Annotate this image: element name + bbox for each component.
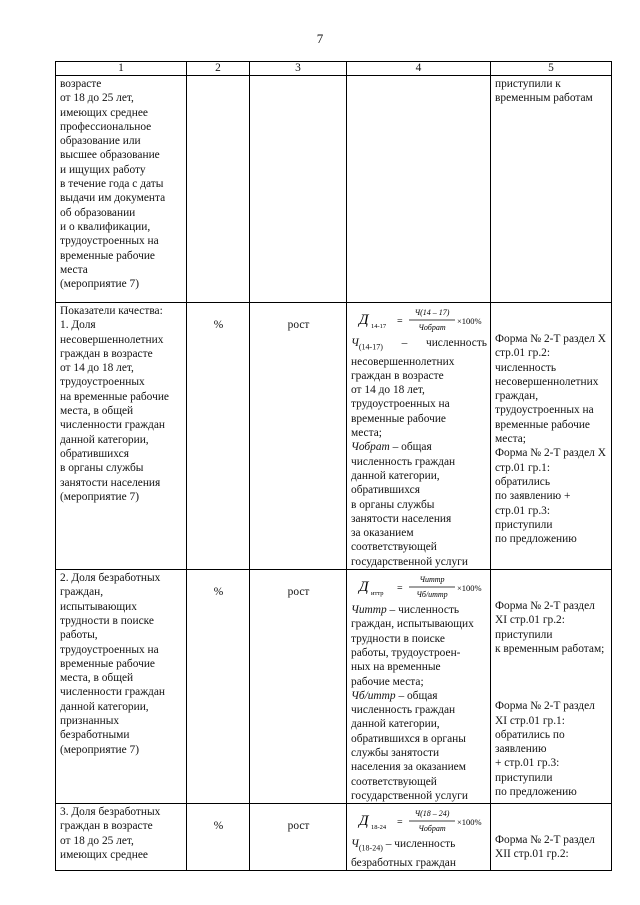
formula (357, 572, 487, 602)
text-line: занятости населения (351, 512, 452, 525)
text-line: и ищущих работу (60, 163, 146, 176)
unit-cell: % (187, 804, 250, 871)
formula (357, 305, 487, 335)
formula-lhs: Д (359, 579, 369, 596)
text-line: временные рабочие (60, 249, 155, 262)
text-line: несовершеннолетних (495, 375, 599, 388)
text-line: данной категории, (351, 718, 440, 731)
text-line: данной категории, (60, 433, 149, 446)
text-line: временные рабочие (60, 657, 155, 670)
indicator-name-cell (56, 804, 187, 871)
text-line: временные рабочие (495, 418, 590, 431)
text-line: по предложению (495, 786, 577, 798)
text-line: соответствующей (351, 775, 437, 788)
text-line: временным работам (495, 92, 593, 105)
text-line: обратившихся (60, 447, 129, 460)
formula-denominator: Чобрат (418, 323, 446, 332)
text-line: 2. Доля безработных (60, 572, 161, 585)
text-line: стр.01 гр.2: (495, 347, 551, 360)
formula-svg (357, 806, 491, 836)
formula (357, 806, 487, 836)
text-line: трудности в поиске (60, 614, 154, 627)
indicators-table (55, 61, 612, 871)
text-line: (мероприятие 7) (60, 278, 140, 291)
formula-numerator: Ч(14 – 17) (414, 308, 450, 317)
text-line: возрасте (60, 78, 102, 90)
formula-multiplier: ×100% (457, 583, 482, 594)
text-line: выдачи им документа (60, 192, 166, 205)
text-line: численность граждан (351, 455, 456, 468)
text-line: в органы службы (351, 498, 435, 511)
text-line: стр.01 гр.3: (495, 504, 551, 517)
text-line: трудоустроенных на (60, 643, 159, 656)
text-line: места; (351, 427, 382, 440)
text-line: трудоустроенных (60, 376, 145, 389)
text-line: заявлению (495, 743, 547, 756)
text-line: граждан в возрасте (351, 369, 444, 382)
text-line: от 18 до 25 лет, (60, 834, 134, 847)
formula-lhs-subscript: 18-24 (371, 824, 387, 832)
indicator-name-cell (56, 570, 187, 804)
text-line: в течение года с даты (60, 178, 164, 191)
text-line: трудности в поиске (351, 632, 445, 645)
formula-lhs: Д (359, 813, 369, 830)
text-line: XI стр.01 гр.2: (495, 614, 565, 627)
text-line: (мероприятие 7) (60, 743, 140, 756)
formula-svg (357, 305, 491, 335)
text-line: безработных граждан (351, 856, 456, 869)
text-line: государственной услуги (351, 789, 468, 802)
text-line: Показатели качества: (60, 305, 163, 317)
text-line: данной категории, (60, 700, 149, 713)
source-cell (491, 76, 612, 303)
text-line: на временные рабочие (60, 390, 169, 403)
formula-equals: = (397, 316, 403, 327)
text-line: несовершеннолетних (60, 333, 164, 346)
unit-cell: % (187, 303, 250, 570)
trend-cell (250, 76, 347, 303)
text-line: об образовании (60, 206, 136, 219)
text-line: трудоустроенных на (60, 235, 159, 248)
text-line: 3. Доля безработных (60, 806, 161, 819)
text-line: XI стр.01 гр.1: (495, 714, 565, 727)
header-cell: 3 (250, 62, 347, 76)
text-line: приступили (495, 518, 553, 531)
text-line: численность граждан (351, 704, 456, 717)
unit-cell: % (187, 570, 250, 804)
text-line: высшее образование (60, 149, 160, 162)
text-line: испытывающих (60, 600, 137, 613)
text-line: к временным работам; (495, 642, 605, 655)
text-line: образование или (60, 135, 141, 148)
text-line: граждан, (495, 390, 539, 403)
text-line: 1. Доля (60, 319, 96, 332)
formula-denominator: Чобрат (418, 824, 446, 834)
trend-cell: рост (250, 804, 347, 871)
source-cell (491, 804, 612, 871)
text-line: трудоустроенных на (495, 404, 594, 417)
text-line: безработными (60, 729, 130, 742)
text-line: данной категории, (351, 469, 440, 482)
text-line: от 14 до 18 лет, (351, 384, 425, 397)
header-cell: 2 (187, 62, 250, 76)
text-line: государственной услуги (351, 555, 468, 568)
text-line: рабочие места; (351, 675, 424, 688)
text-line: Форма № 2-Т раздел (495, 600, 595, 613)
text-line: имеющих среднее (60, 106, 148, 119)
table-row (56, 570, 612, 804)
text-line: соответствующей (351, 541, 437, 554)
text-line: трудоустроенных на (351, 398, 450, 411)
unit-cell (187, 76, 250, 303)
text-line: (мероприятие 7) (60, 490, 140, 503)
formula-cell (347, 76, 491, 303)
text-line: от 14 до 18 лет, (60, 362, 134, 375)
text-line: численности граждан (60, 419, 166, 432)
text-line: Форма № 2-Т раздел (495, 834, 595, 847)
trend-cell: рост (250, 570, 347, 804)
text-line: временные рабочие (351, 412, 446, 425)
formula-numerator: Читтр (419, 575, 445, 585)
table-header-row (56, 62, 612, 76)
header-cell: 5 (491, 62, 612, 76)
formula-multiplier: ×100% (457, 316, 482, 326)
formula-equals: = (397, 583, 403, 595)
indicator-name-cell (56, 303, 187, 570)
formula-multiplier: ×100% (457, 817, 482, 828)
text-line: несовершеннолетних (351, 355, 455, 368)
text-line: места; (495, 433, 526, 446)
page-number: 7 (316, 31, 324, 46)
source-cell (491, 570, 612, 804)
formula-numerator: Ч(18 – 24) (414, 809, 450, 819)
text-line: обратившихся в органы (351, 732, 466, 745)
text-line: места, в общей (60, 405, 134, 418)
header-cell: 4 (347, 62, 491, 76)
text-line: населения за оказанием (351, 761, 466, 774)
text-line: по предложению (495, 533, 577, 546)
formula-lhs-subscript: иттр (371, 590, 384, 598)
text-line: граждан, испытывающих (351, 618, 474, 631)
text-line: + стр.01 гр.3: (495, 757, 560, 770)
text-line: Форма № 2-Т раздел X (495, 333, 606, 345)
text-line: за оказанием (351, 527, 414, 540)
text-line: стр.01 гр.1: (495, 461, 551, 474)
text-line: численности граждан (60, 686, 166, 699)
text-line: граждан в возрасте (60, 820, 153, 833)
text-line: XII стр.01 гр.2: (495, 848, 569, 861)
formula-equals: = (397, 817, 403, 829)
text-line: места (60, 263, 88, 276)
text-line: признанных (60, 715, 120, 727)
text-line: Форма № 2-Т раздел (495, 700, 595, 713)
text-line: профессиональное (60, 120, 152, 133)
text-line: ных на временные (351, 661, 441, 674)
formula-lhs-subscript: 14-17 (371, 323, 387, 330)
text-line: места, в общей (60, 672, 134, 685)
text-line: по заявлению + (495, 490, 571, 503)
header-cell: 1 (56, 62, 187, 76)
text-line: от 18 до 25 лет, (60, 92, 134, 105)
text-line: приступили (495, 628, 553, 641)
text-line: граждан, (60, 586, 104, 599)
text-line: и о квалификации, (60, 220, 151, 233)
text-line: службы занятости (351, 747, 440, 759)
text-line: обратившихся (351, 484, 420, 497)
text-line: в органы службы (60, 462, 144, 475)
text-line: приступили (495, 771, 553, 784)
source-cell (491, 303, 612, 570)
text-line: Форма № 2-Т раздел X (495, 447, 606, 460)
table-row (56, 804, 612, 871)
variable-definition: $Ч_{(14-17)}$ – численность (351, 337, 487, 352)
text-line: численность (495, 361, 557, 374)
table-row (56, 76, 612, 303)
formula-cell: Д 14-17 = Ч(14 – 17) Чобрат ×100% $Ч_{(14-17)}$ – численность несовершеннолетних граждан в возрасте от 14 до 18 лет, трудоустроенных на временные рабочие места; Чобрат – общая численность граждан данной категории, обратившихся в органы службы занятости населения за оказанием соответствующей государственной услуги (347, 303, 491, 570)
text-line: занятости населения (60, 476, 161, 489)
formula-denominator: Чб/иттр (416, 590, 448, 600)
text-line: работы, трудоустроен- (351, 646, 461, 659)
formula-cell: Д 18-24 = Ч(18 – 24) Чобрат ×100% $Ч_{(18-24)}$ – численность безработных граждан (347, 804, 491, 871)
text-line: имеющих среднее (60, 849, 148, 862)
indicator-name-cell (56, 76, 187, 303)
text-line: работы, (60, 629, 98, 642)
text-line: приступили к (495, 78, 561, 90)
formula-cell: Д иттр = Читтр Чб/иттр ×100% Читтр – численность граждан, испытывающих трудности в поиске работы, трудоустроен- ных на временные рабочие места; Чб/иттр – общая численность граждан данной категории, обратившихся в органы службы занятости населения за оказанием соответствующей государственной услуги (347, 570, 491, 804)
formula-svg (357, 572, 491, 602)
table-row (56, 303, 612, 570)
trend-cell: рост (250, 303, 347, 570)
text-line: обратились по (495, 728, 565, 741)
text-line: обратились (495, 475, 551, 488)
formula-lhs: Д (359, 312, 369, 328)
text-line: граждан в возрасте (60, 347, 153, 360)
